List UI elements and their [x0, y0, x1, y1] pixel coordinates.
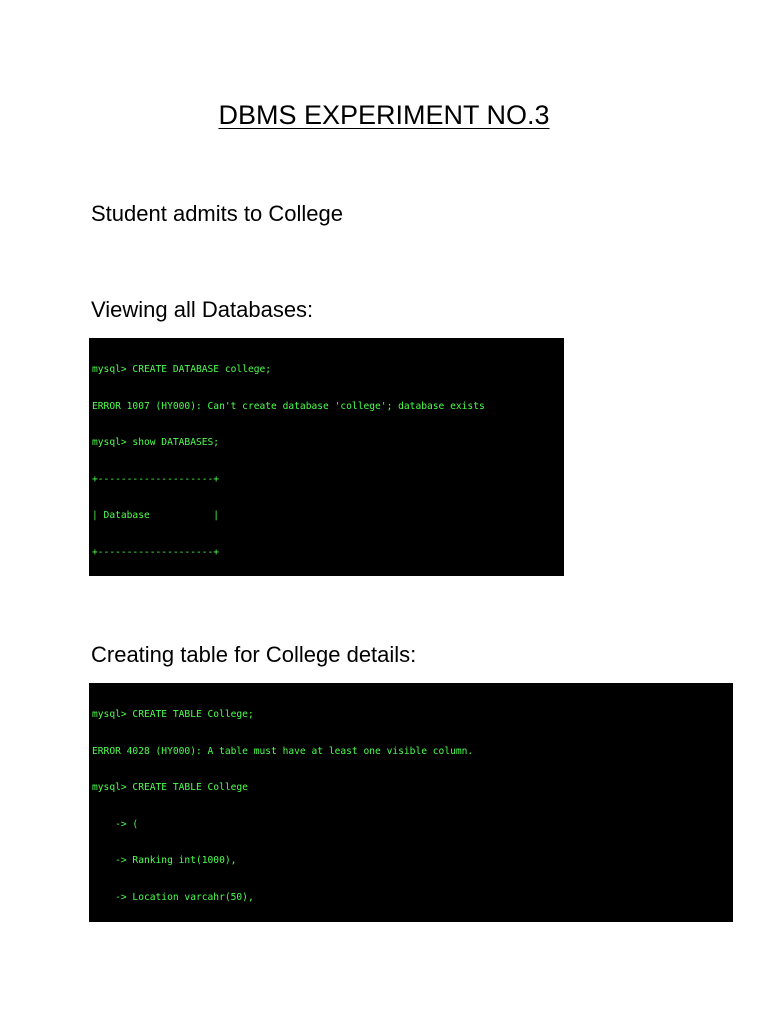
- terminal-screenshot-create-table: [89, 683, 733, 922]
- terminal-line: -> Ranking int(1000),: [92, 855, 237, 867]
- experiment-subtitle: Student admits to College: [91, 201, 343, 226]
- terminal-line: mysql> CREATE TABLE College: [92, 782, 248, 794]
- document-title-text: DBMS EXPERIMENT NO.3: [218, 100, 550, 130]
- terminal-line: mysql> CREATE DATABASE college;: [92, 364, 272, 376]
- section-heading-create-table: Creating table for College details:: [91, 642, 417, 667]
- section-heading-view-databases: Viewing all Databases:: [91, 297, 314, 322]
- document-title: [0, 96, 768, 134]
- terminal-screenshot-databases: [89, 338, 564, 576]
- terminal-line: ERROR 4028 (HY000): A table must have at least one visible column.: [92, 745, 474, 757]
- terminal-line: | Database |: [92, 510, 220, 522]
- terminal-line: mysql> show DATABASES;: [92, 437, 220, 449]
- terminal-line: -> Location varcahr(50),: [92, 891, 254, 903]
- terminal-line: ERROR 1007 (HY000): Can't create database 'college'; database exists: [92, 400, 485, 412]
- terminal-line: +--------------------+: [92, 546, 220, 558]
- terminal-line: mysql> CREATE TABLE College;: [92, 709, 254, 721]
- terminal-line: +--------------------+: [92, 473, 220, 485]
- terminal-line: -> (: [92, 818, 139, 830]
